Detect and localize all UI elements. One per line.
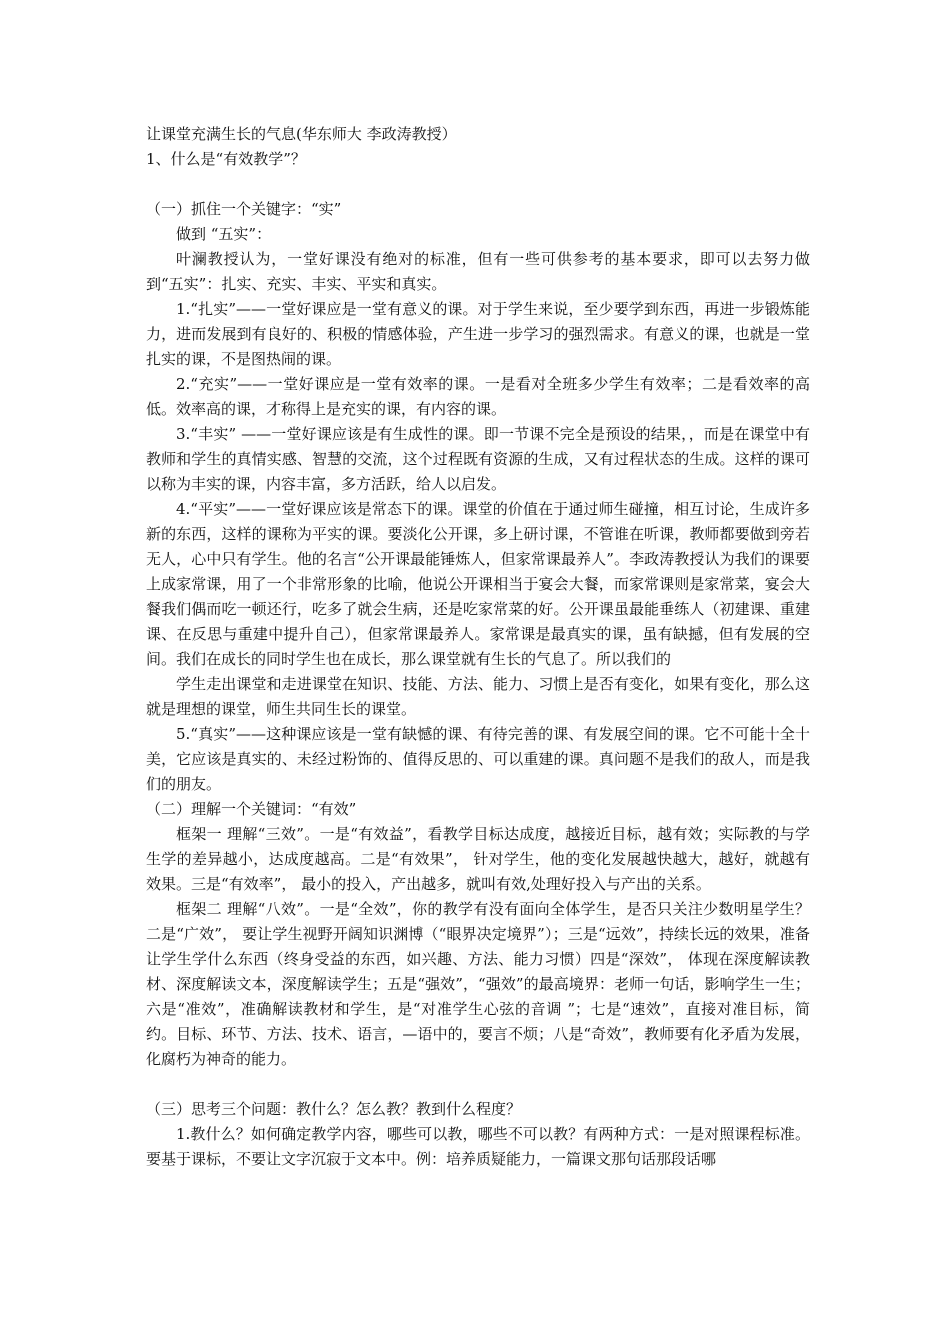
paragraph-pingshi: 4.“平实”——一堂好课应该是常态下的课。课堂的价值在于通过师生碰撞，相互讨论，生成许多新的东西，这样的课称为平实的课。要淡化公开课，多上研讨课，不管谁在听课，教师都要做到旁若无人，心中只有学生。他的名言“公开课最能锤炼人，但家常课最养人”。李政涛教授认为我们的课要上成家常课，用了一个非常形象的比喻，他说公开课相当于宴会大餐，而家常课则是家常菜，宴会大餐我们偶而吃一顿还行，吃多了就会生病，还是吃家常菜的好。公开课虽最能垂练人（初建课、重建课、在反思与重建中提升自己），但家常课最养人。家常课是最真实的课，虽有缺撼，但有发展的空间。我们在成长的同时学生也在成长，那么课堂就有生长的气息了。所以我们的	[146, 500, 810, 668]
paragraph-framework-one: 框架一 理解“三效”。一是“有效益”，看教学目标达成度，越接近目标，越有效；实际教的与学生学的差异越小，达成度越高。二是“有效果”， 针对学生，他的变化发展越快越大，越好，就越有效果。三是“有效率”， 最小的投入，产出越多，就叫有效,处理好投入与产出的关系。	[146, 825, 810, 893]
document-title: 让课堂充满生长的气息(华东师大 李政涛教授）	[146, 125, 457, 143]
section-heading-3: （三）思考三个问题：教什么？怎么教？教到什么程度？	[146, 1100, 522, 1118]
paragraph-ye-lan: 叶澜教授认为，一堂好课没有绝对的标准，但有一些可供参考的基本要求，即可以去努力做到“五实”：扎实、充实、丰实、平实和真实。	[146, 250, 810, 293]
document-body	[146, 122, 810, 1172]
paragraph-what-to-teach: 1.教什么？如何确定教学内容，哪些可以教，哪些不可以教？有两种方式：一是对照课程标准。要基于课标，不要让文字沉寂于文本中。例：培养质疑能力，一篇课文那句话那段话哪	[146, 1125, 810, 1168]
paragraph-zhenshi: 5.“真实”——这种课应该是一堂有缺憾的课、有待完善的课、有发展空间的课。它不可能十全十美，它应该是真实的、未经过粉饰的、值得反思的、可以重建的课。真问题不是我们的敌人，而是我们的朋友。	[146, 725, 810, 793]
section-heading-2: （二）理解一个关键词：“有效”	[146, 800, 357, 818]
paragraph-zhashi: 1.“扎实”——一堂好课应是一堂有意义的课。对于学生来说，至少要学到东西，再进一步锻炼能力，进而发展到有良好的、积极的情感体验，产生进一步学习的强烈需求。有意义的课，也就是一堂扎实的课，不是图热闹的课。	[146, 300, 810, 368]
section-heading-1: （一）抓住一个关键字：“实”	[146, 200, 342, 218]
paragraph-fengshi: 3.“丰实” ——一堂好课应该是有生成性的课。即一节课不完全是预设的结果，，而是在课堂中有教师和学生的真情实感、智慧的交流，这个过程既有资源的生成，又有过程状态的生成。这样的课可以称为丰实的课，内容丰富，多方活跃，给人以启发。	[146, 425, 810, 493]
spacer	[146, 172, 810, 197]
spacer	[146, 1072, 810, 1097]
paragraph-chongshi: 2.“充实”——一堂好课应是一堂有效率的课。一是看对全班多少学生有效率；二是看效率的高低。效率高的课，才称得上是充实的课，有内容的课。	[146, 375, 810, 418]
paragraph-pingshi-continued: 学生走出课堂和走进课堂在知识、技能、方法、能力、习惯上是否有变化，如果有变化，那么这就是理想的课堂，师生共同生长的课堂。	[146, 675, 810, 718]
five-shi-intro: 做到 “五实”：	[176, 225, 272, 243]
paragraph-framework-two: 框架二 理解“八效”。一是“全效”，你的教学有没有面向全体学生，是否只关注少数明星学生？二是“广效”， 要让学生视野开阔知识渊博（“眼界决定境界”）；三是“远效”，持续长远的效果，准备让学生学什么东西（终身受益的东西，如兴趣、方法、能力习惯）四是“深效”， 体现在深度解读教材、深度解读文本，深度解读学生；五是“强效”，“强效”的最高境界：老师一句话，影响学生一生；六是“准效”，准确解读教材和学生，是“对准学生心弦的音调 ”；七是“速效”，直接对准目标，简约。目标、环节、方法、技术、语言，—语中的，要言不烦；八是“奇效”，教师要有化矛盾为发展，化腐朽为神奇的能力。	[146, 900, 810, 1068]
heading-what-is-effective-teaching: 1、什么是“有效教学”？	[146, 150, 306, 168]
